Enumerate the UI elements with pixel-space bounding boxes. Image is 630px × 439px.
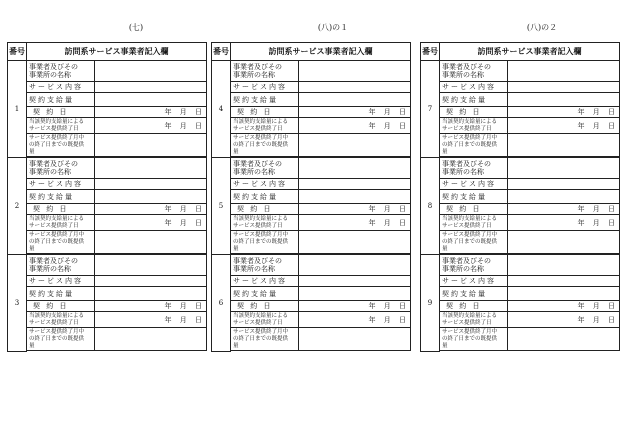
provider-name-label: 事業者及びその 事業所の名称 bbox=[27, 158, 95, 179]
provider-name-field[interactable] bbox=[299, 61, 411, 82]
end-date-field[interactable]: 年 月 日 bbox=[508, 215, 620, 231]
amount-label: 契約支給量 bbox=[440, 287, 508, 301]
service-label: サービス内容 bbox=[27, 276, 95, 287]
provided-amount-label: サービス提供終了月中 の終了日までの既提供 量 bbox=[27, 134, 95, 157]
number-header: 番号 bbox=[8, 43, 27, 61]
end-date-label: 当該契約支給量による サービス提供終了日 bbox=[440, 312, 508, 328]
amount-label: 契約支給量 bbox=[231, 190, 299, 204]
record-table bbox=[211, 42, 411, 352]
entry-number: 9 bbox=[421, 255, 440, 352]
amount-field[interactable] bbox=[508, 190, 620, 204]
provider-name-label: 事業者及びその 事業所の名称 bbox=[27, 61, 95, 82]
amount-field[interactable] bbox=[95, 93, 207, 107]
end-date-label: 当該契約支給量による サービス提供終了日 bbox=[231, 215, 299, 231]
provider-name-field[interactable] bbox=[299, 158, 411, 179]
provider-name-label: 事業者及びその 事業所の名称 bbox=[231, 61, 299, 82]
service-field[interactable] bbox=[95, 179, 207, 190]
end-date-label: 当該契約支給量による サービス提供終了日 bbox=[27, 312, 95, 328]
provided-amount-label: サービス提供終了月中 の終了日までの既提供 量 bbox=[231, 134, 299, 157]
amount-label: 契約支給量 bbox=[440, 190, 508, 204]
contract-date-field[interactable]: 年 月 日 bbox=[508, 107, 620, 118]
panel-title: (八)の２ bbox=[526, 23, 558, 32]
amount-field[interactable] bbox=[508, 287, 620, 301]
form-panel bbox=[420, 23, 620, 352]
provided-amount-field[interactable] bbox=[95, 328, 207, 351]
provided-amount-label: サービス提供終了月中 の終了日までの既提供 量 bbox=[27, 231, 95, 254]
number-header: 番号 bbox=[212, 43, 231, 61]
entry-number: 1 bbox=[8, 61, 27, 158]
provider-name-field[interactable] bbox=[299, 255, 411, 276]
amount-field[interactable] bbox=[299, 93, 411, 107]
entry-number: 4 bbox=[212, 61, 231, 158]
end-date-label: 当該契約支給量による サービス提供終了日 bbox=[27, 215, 95, 231]
end-date-label: 当該契約支給量による サービス提供終了日 bbox=[231, 118, 299, 134]
service-field[interactable] bbox=[508, 82, 620, 93]
provided-amount-label: サービス提供終了月中 の終了日までの既提供 量 bbox=[440, 134, 508, 157]
contract-date-field[interactable]: 年 月 日 bbox=[299, 301, 411, 312]
amount-label: 契約支給量 bbox=[27, 93, 95, 107]
amount-label: 契約支給量 bbox=[231, 287, 299, 301]
end-date-field[interactable]: 年 月 日 bbox=[95, 215, 207, 231]
amount-field[interactable] bbox=[95, 190, 207, 204]
service-field[interactable] bbox=[95, 82, 207, 93]
service-field[interactable] bbox=[508, 276, 620, 287]
contract-date-field[interactable]: 年 月 日 bbox=[299, 204, 411, 215]
amount-field[interactable] bbox=[508, 93, 620, 107]
record-table bbox=[420, 42, 620, 352]
end-date-field[interactable]: 年 月 日 bbox=[299, 215, 411, 231]
end-date-field[interactable]: 年 月 日 bbox=[508, 312, 620, 328]
provider-name-field[interactable] bbox=[508, 61, 620, 82]
provider-name-field[interactable] bbox=[508, 255, 620, 276]
service-label: サービス内容 bbox=[440, 276, 508, 287]
amount-field[interactable] bbox=[299, 190, 411, 204]
contract-date-label: 契 約 日 bbox=[231, 204, 299, 215]
record-table bbox=[7, 42, 207, 352]
provided-amount-label: サービス提供終了月中 の終了日までの既提供 量 bbox=[231, 328, 299, 351]
amount-field[interactable] bbox=[95, 287, 207, 301]
contract-date-label: 契 約 日 bbox=[231, 301, 299, 312]
panel-title: (七) bbox=[128, 23, 144, 32]
provider-name-label: 事業者及びその 事業所の名称 bbox=[440, 158, 508, 179]
end-date-field[interactable]: 年 月 日 bbox=[508, 118, 620, 134]
provided-amount-field[interactable] bbox=[508, 231, 620, 254]
end-date-label: 当該契約支給量による サービス提供終了日 bbox=[231, 312, 299, 328]
end-date-label: 当該契約支給量による サービス提供終了日 bbox=[440, 215, 508, 231]
amount-field[interactable] bbox=[299, 287, 411, 301]
provided-amount-field[interactable] bbox=[299, 134, 411, 157]
service-field[interactable] bbox=[95, 276, 207, 287]
contract-date-label: 契 約 日 bbox=[231, 107, 299, 118]
provider-name-label: 事業者及びその 事業所の名称 bbox=[231, 255, 299, 276]
entry-number: 6 bbox=[212, 255, 231, 352]
contract-date-field[interactable]: 年 月 日 bbox=[95, 204, 207, 215]
provider-name-field[interactable] bbox=[95, 61, 207, 82]
contract-date-label: 契 約 日 bbox=[440, 301, 508, 312]
contract-date-label: 契 約 日 bbox=[27, 301, 95, 312]
amount-label: 契約支給量 bbox=[231, 93, 299, 107]
entry-number: 8 bbox=[421, 158, 440, 255]
contract-date-label: 契 約 日 bbox=[27, 204, 95, 215]
contract-date-field[interactable]: 年 月 日 bbox=[95, 301, 207, 312]
provided-amount-field[interactable] bbox=[95, 134, 207, 157]
contract-date-field[interactable]: 年 月 日 bbox=[508, 301, 620, 312]
provided-amount-label: サービス提供終了月中 の終了日までの既提供 量 bbox=[440, 231, 508, 254]
end-date-label: 当該契約支給量による サービス提供終了日 bbox=[27, 118, 95, 134]
panel-title: (八)の１ bbox=[317, 23, 349, 32]
end-date-field[interactable]: 年 月 日 bbox=[95, 118, 207, 134]
provided-amount-label: サービス提供終了月中 の終了日までの既提供 量 bbox=[27, 328, 95, 351]
provided-amount-label: サービス提供終了月中 の終了日までの既提供 量 bbox=[231, 231, 299, 254]
provided-amount-field[interactable] bbox=[508, 134, 620, 157]
service-label: サービス内容 bbox=[231, 179, 299, 190]
entry-number: 5 bbox=[212, 158, 231, 255]
end-date-field[interactable]: 年 月 日 bbox=[299, 312, 411, 328]
table-header-title: 訪問系サービス事業者記入欄 bbox=[27, 43, 207, 61]
contract-date-label: 契 約 日 bbox=[440, 204, 508, 215]
service-label: サービス内容 bbox=[440, 82, 508, 93]
entry-number: 2 bbox=[8, 158, 27, 255]
amount-label: 契約支給量 bbox=[27, 190, 95, 204]
service-label: サービス内容 bbox=[27, 82, 95, 93]
service-label: サービス内容 bbox=[231, 276, 299, 287]
entry-number: 7 bbox=[421, 61, 440, 158]
provided-amount-field[interactable] bbox=[299, 328, 411, 351]
contract-date-field[interactable]: 年 月 日 bbox=[508, 204, 620, 215]
service-field[interactable] bbox=[508, 179, 620, 190]
contract-date-label: 契 約 日 bbox=[27, 107, 95, 118]
end-date-field[interactable]: 年 月 日 bbox=[95, 312, 207, 328]
contract-date-label: 契 約 日 bbox=[440, 107, 508, 118]
contract-date-field[interactable]: 年 月 日 bbox=[299, 107, 411, 118]
service-label: サービス内容 bbox=[440, 179, 508, 190]
provider-name-field[interactable] bbox=[95, 255, 207, 276]
provided-amount-field[interactable] bbox=[508, 328, 620, 351]
form-panel bbox=[7, 23, 207, 352]
service-field[interactable] bbox=[299, 276, 411, 287]
end-date-label: 当該契約支給量による サービス提供終了日 bbox=[440, 118, 508, 134]
amount-label: 契約支給量 bbox=[440, 93, 508, 107]
provider-name-label: 事業者及びその 事業所の名称 bbox=[440, 255, 508, 276]
provided-amount-field[interactable] bbox=[299, 231, 411, 254]
provider-name-field[interactable] bbox=[508, 158, 620, 179]
number-header: 番号 bbox=[421, 43, 440, 61]
table-header-title: 訪問系サービス事業者記入欄 bbox=[440, 43, 620, 61]
entry-number: 3 bbox=[8, 255, 27, 352]
provider-name-label: 事業者及びその 事業所の名称 bbox=[231, 158, 299, 179]
provider-name-field[interactable] bbox=[95, 158, 207, 179]
service-label: サービス内容 bbox=[27, 179, 95, 190]
provider-name-label: 事業者及びその 事業所の名称 bbox=[27, 255, 95, 276]
service-field[interactable] bbox=[299, 179, 411, 190]
service-label: サービス内容 bbox=[231, 82, 299, 93]
amount-label: 契約支給量 bbox=[27, 287, 95, 301]
service-field[interactable] bbox=[299, 82, 411, 93]
provider-name-label: 事業者及びその 事業所の名称 bbox=[440, 61, 508, 82]
end-date-field[interactable]: 年 月 日 bbox=[299, 118, 411, 134]
form-panel bbox=[211, 23, 411, 352]
provided-amount-field[interactable] bbox=[95, 231, 207, 254]
table-header-title: 訪問系サービス事業者記入欄 bbox=[231, 43, 411, 61]
provided-amount-label: サービス提供終了月中 の終了日までの既提供 量 bbox=[440, 328, 508, 351]
contract-date-field[interactable]: 年 月 日 bbox=[95, 107, 207, 118]
